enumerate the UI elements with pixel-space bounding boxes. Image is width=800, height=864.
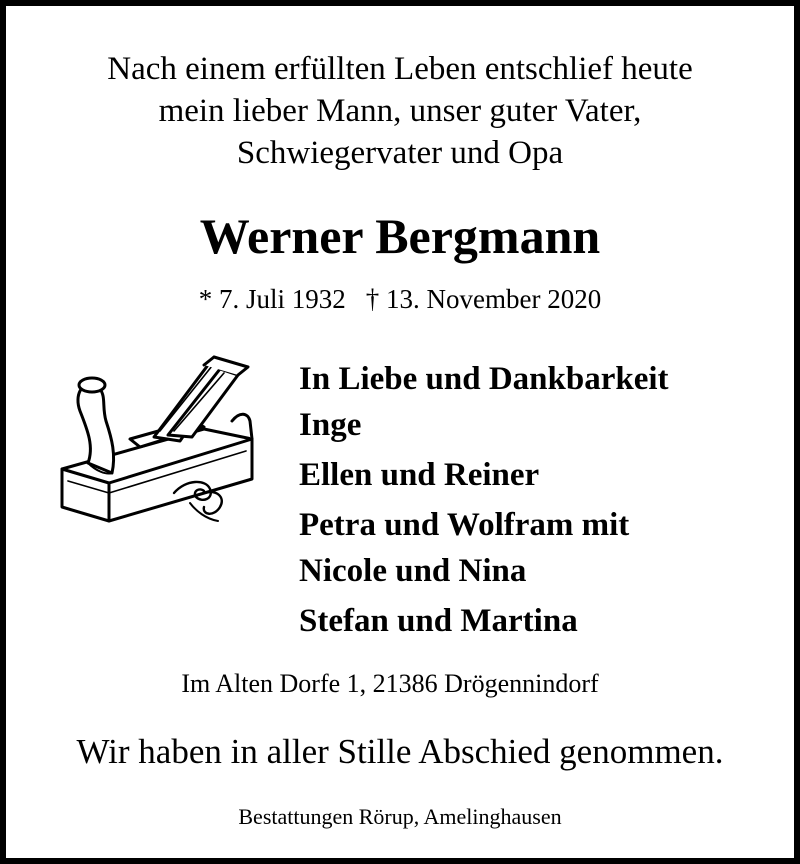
hand-plane-icon bbox=[54, 351, 264, 536]
intro-text bbox=[6, 48, 794, 174]
intro-line: mein lieber Mann, unser guter Vater, bbox=[158, 93, 642, 129]
family-heading: In Liebe und Dankbarkeit bbox=[299, 361, 669, 397]
intro-line: Nach einem erfüllten Leben entschlief heute bbox=[107, 51, 693, 87]
address: Im Alten Dorfe 1, 21386 Drögennindorf bbox=[181, 669, 599, 698]
intro-line: Schwiegervater und Opa bbox=[236, 135, 564, 171]
life-dates bbox=[6, 281, 794, 317]
family-member: Ellen und Reiner bbox=[299, 457, 540, 493]
undertaker: Bestattungen Rörup, Amelinghausen bbox=[238, 804, 562, 829]
family-member: Nicole und Nina bbox=[299, 553, 527, 589]
family-member: Petra und Wolfram mit bbox=[299, 507, 630, 543]
birth-date: * 7. Juli 1932 bbox=[198, 284, 346, 314]
deceased-name: Werner Bergmann bbox=[199, 208, 601, 264]
family-member: Stefan und Martina bbox=[299, 603, 578, 639]
closing-text: Wir haben in aller Stille Abschied genommen. bbox=[76, 732, 724, 771]
family-list bbox=[299, 356, 669, 644]
family-member: Inge bbox=[299, 407, 362, 443]
death-date: † 13. November 2020 bbox=[365, 284, 602, 314]
